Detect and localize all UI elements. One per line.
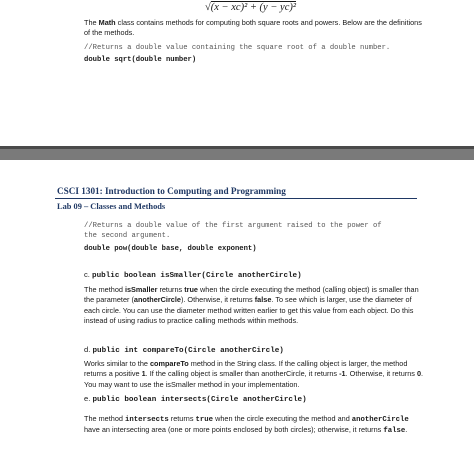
method-heading-c: c. public boolean isSmaller(Circle anotherCircle) [84,270,302,280]
lab-title: Lab 09 – Classes and Methods [57,202,166,211]
document-page-top [0,0,474,146]
intersects-description: The method intersects returns true when the circle executing the method and anotherCircle have an intersecting area (one or more points enclosed by both circles); otherwise, it returns false. [84,414,409,436]
formula-expression: (x − xc)² + (y − yc)² [210,2,297,13]
is-smaller-description: The method isSmaller returns true when the circle executing the method (calling object) is smaller than the parameter (anotherCircle). Otherwise, it returns false. To see which is larger, use the diameter of each circle. You can use the diameter method written earlier to get this value from each object. Do this instead of using radius to practice calling methods within methods. [84,285,419,326]
pow-comment-line-1: //Returns a double value of the first argument raised to the power of [84,222,382,230]
intersects-signature: public boolean intersects(Circle anotherCircle) [92,396,307,404]
pow-signature: double pow(double base, double exponent) [84,245,257,253]
sqrt-signature: double sqrt(double number) [84,56,197,64]
compare-to-description: Works similar to the compareTo method in the String class. If the calling object is larger, the method returns a positive 1. If the calling object is smaller than anotherCircle, it returns -1. Otherwise, it returns 0. You may want to use the isSmaller method in your implementation. [84,359,424,389]
course-title: CSCI 1301: Introduction to Computing and Programming [57,186,286,196]
is-smaller-signature: public boolean isSmaller(Circle anotherCircle) [92,272,302,280]
distance-formula [205,2,296,13]
pow-comment-line-2: the second argument. [84,232,171,240]
sqrt-comment: //Returns a double value containing the square root of a double number. [84,44,391,52]
math-class-name: Math [98,18,116,27]
page-separator [0,146,474,160]
square-root-symbol: √ [205,2,211,13]
method-heading-e: e. public boolean intersects(Circle anotherCircle) [84,394,307,404]
header-rule [55,198,417,199]
math-class-intro: The Math class contains methods for computing both square roots and powers. Below are the definitions of the methods. [84,18,422,38]
method-heading-d: d. public int compareTo(Circle anotherCircle) [84,345,284,355]
compare-to-signature: public int compareTo(Circle anotherCircle) [92,347,284,355]
